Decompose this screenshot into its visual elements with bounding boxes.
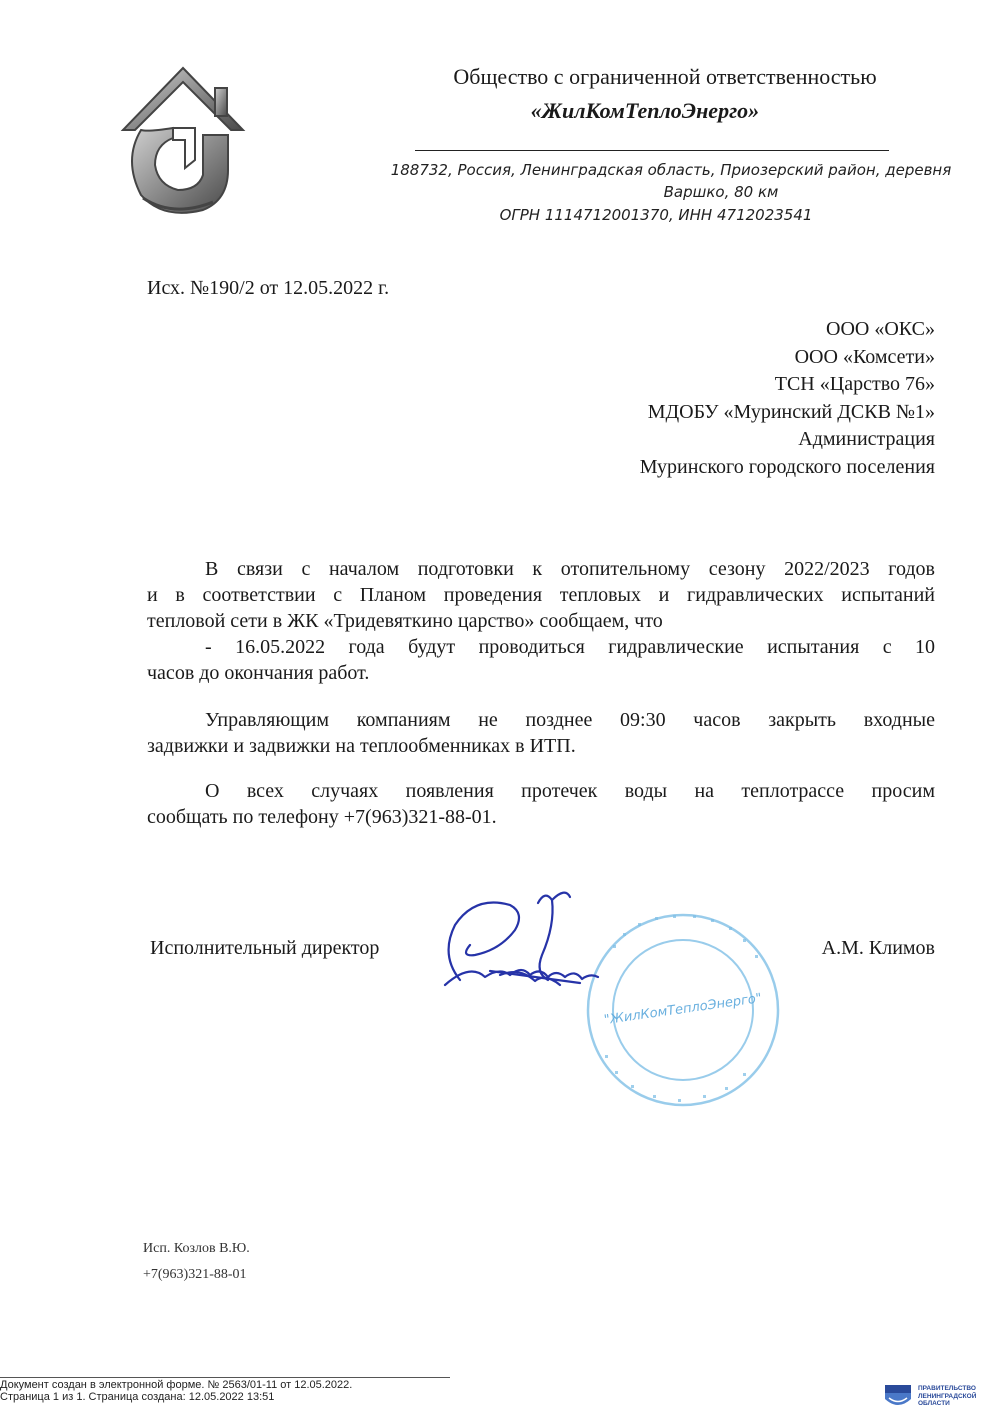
recipient: ООО «Комсети» — [794, 345, 935, 368]
address-line1: 188732, Россия, Ленинградская область, Приозерский район, деревня — [390, 161, 952, 179]
government-label — [918, 1385, 976, 1408]
gov-label-line: ЛЕНИНГРАДСКОЙ — [918, 1392, 977, 1400]
paragraph-line: тепловой сети в ЖК «Тридевяткино царство» сообщаем, что — [147, 610, 663, 632]
signature-icon — [430, 885, 630, 1005]
recipient: ООО «ОКС» — [826, 318, 935, 340]
executor-phone: +7(963)321-88-01 — [143, 1267, 247, 1282]
footer-line: Страница 1 из 1. Страница создана: 12.05.2022 13:51 — [0, 1391, 275, 1403]
executor-block — [143, 1236, 250, 1288]
paragraph-2 — [147, 707, 935, 759]
company-logo-icon — [103, 60, 253, 220]
footer-line: Документ создан в электронной форме. № 2563/01-11 от 12.05.2022. — [0, 1379, 353, 1391]
paragraph-3 — [147, 778, 935, 830]
paragraph-line: - 16.05.2022 года будут проводиться гидравлические испытания с 10 — [205, 636, 935, 658]
paragraph-line: часов до окончания работ. — [147, 662, 370, 684]
registration-numbers: ОГРН 1114712001370, ИНН 4712023541 — [499, 206, 813, 224]
signer-name: А.М. Климов — [821, 937, 935, 959]
outgoing-reference: Исх. №190/2 от 12.05.2022 г. — [147, 277, 390, 299]
recipient: Администрация — [798, 428, 935, 450]
recipient: ТСН «Царство 76» — [774, 373, 935, 395]
gov-label-line: ОБЛАСТИ — [918, 1400, 950, 1407]
org-name-line2: «ЖилКомТеплоЭнерго» — [530, 98, 760, 123]
org-name-line1: Общество с ограниченной ответственностью — [453, 64, 877, 89]
recipient: Муринского городского поселения — [639, 455, 935, 478]
executor-name: Исп. Козлов В.Ю. — [143, 1241, 250, 1256]
paragraph-line: В связи с началом подготовки к отопительному сезону 2022/2023 годов — [205, 558, 935, 580]
stamp-label: "ЖилКомТеплоЭнерго" — [603, 991, 763, 1028]
paragraph-line: Управляющим компаниям не позднее 09:30 часов закрыть входные — [205, 709, 935, 731]
recipients-block — [640, 316, 935, 481]
footer-divider — [0, 1377, 450, 1378]
recipient: МДОБУ «Муринский ДСКВ №1» — [647, 400, 935, 423]
address-line2: Варшко, 80 км — [663, 183, 779, 201]
government-emblem-icon — [885, 1385, 911, 1409]
paragraph-line: сообщать по телефону +7(963)321-88-01. — [147, 806, 497, 828]
footer-info — [0, 1379, 352, 1403]
gov-label-line: ПРАВИТЕЛЬСТВО — [918, 1385, 976, 1392]
paragraph-line: задвижки и задвижки на теплообменниках в ИТП. — [147, 735, 576, 757]
paragraph-1 — [147, 556, 935, 686]
header-divider — [415, 150, 889, 151]
paragraph-line: и в соответствии с Планом проведения тепловых и гидравлических испытаний — [147, 584, 935, 606]
signer-title: Исполнительный директор — [150, 937, 380, 959]
paragraph-line: О всех случаях появления протечек воды на теплотрассе просим — [205, 780, 935, 802]
